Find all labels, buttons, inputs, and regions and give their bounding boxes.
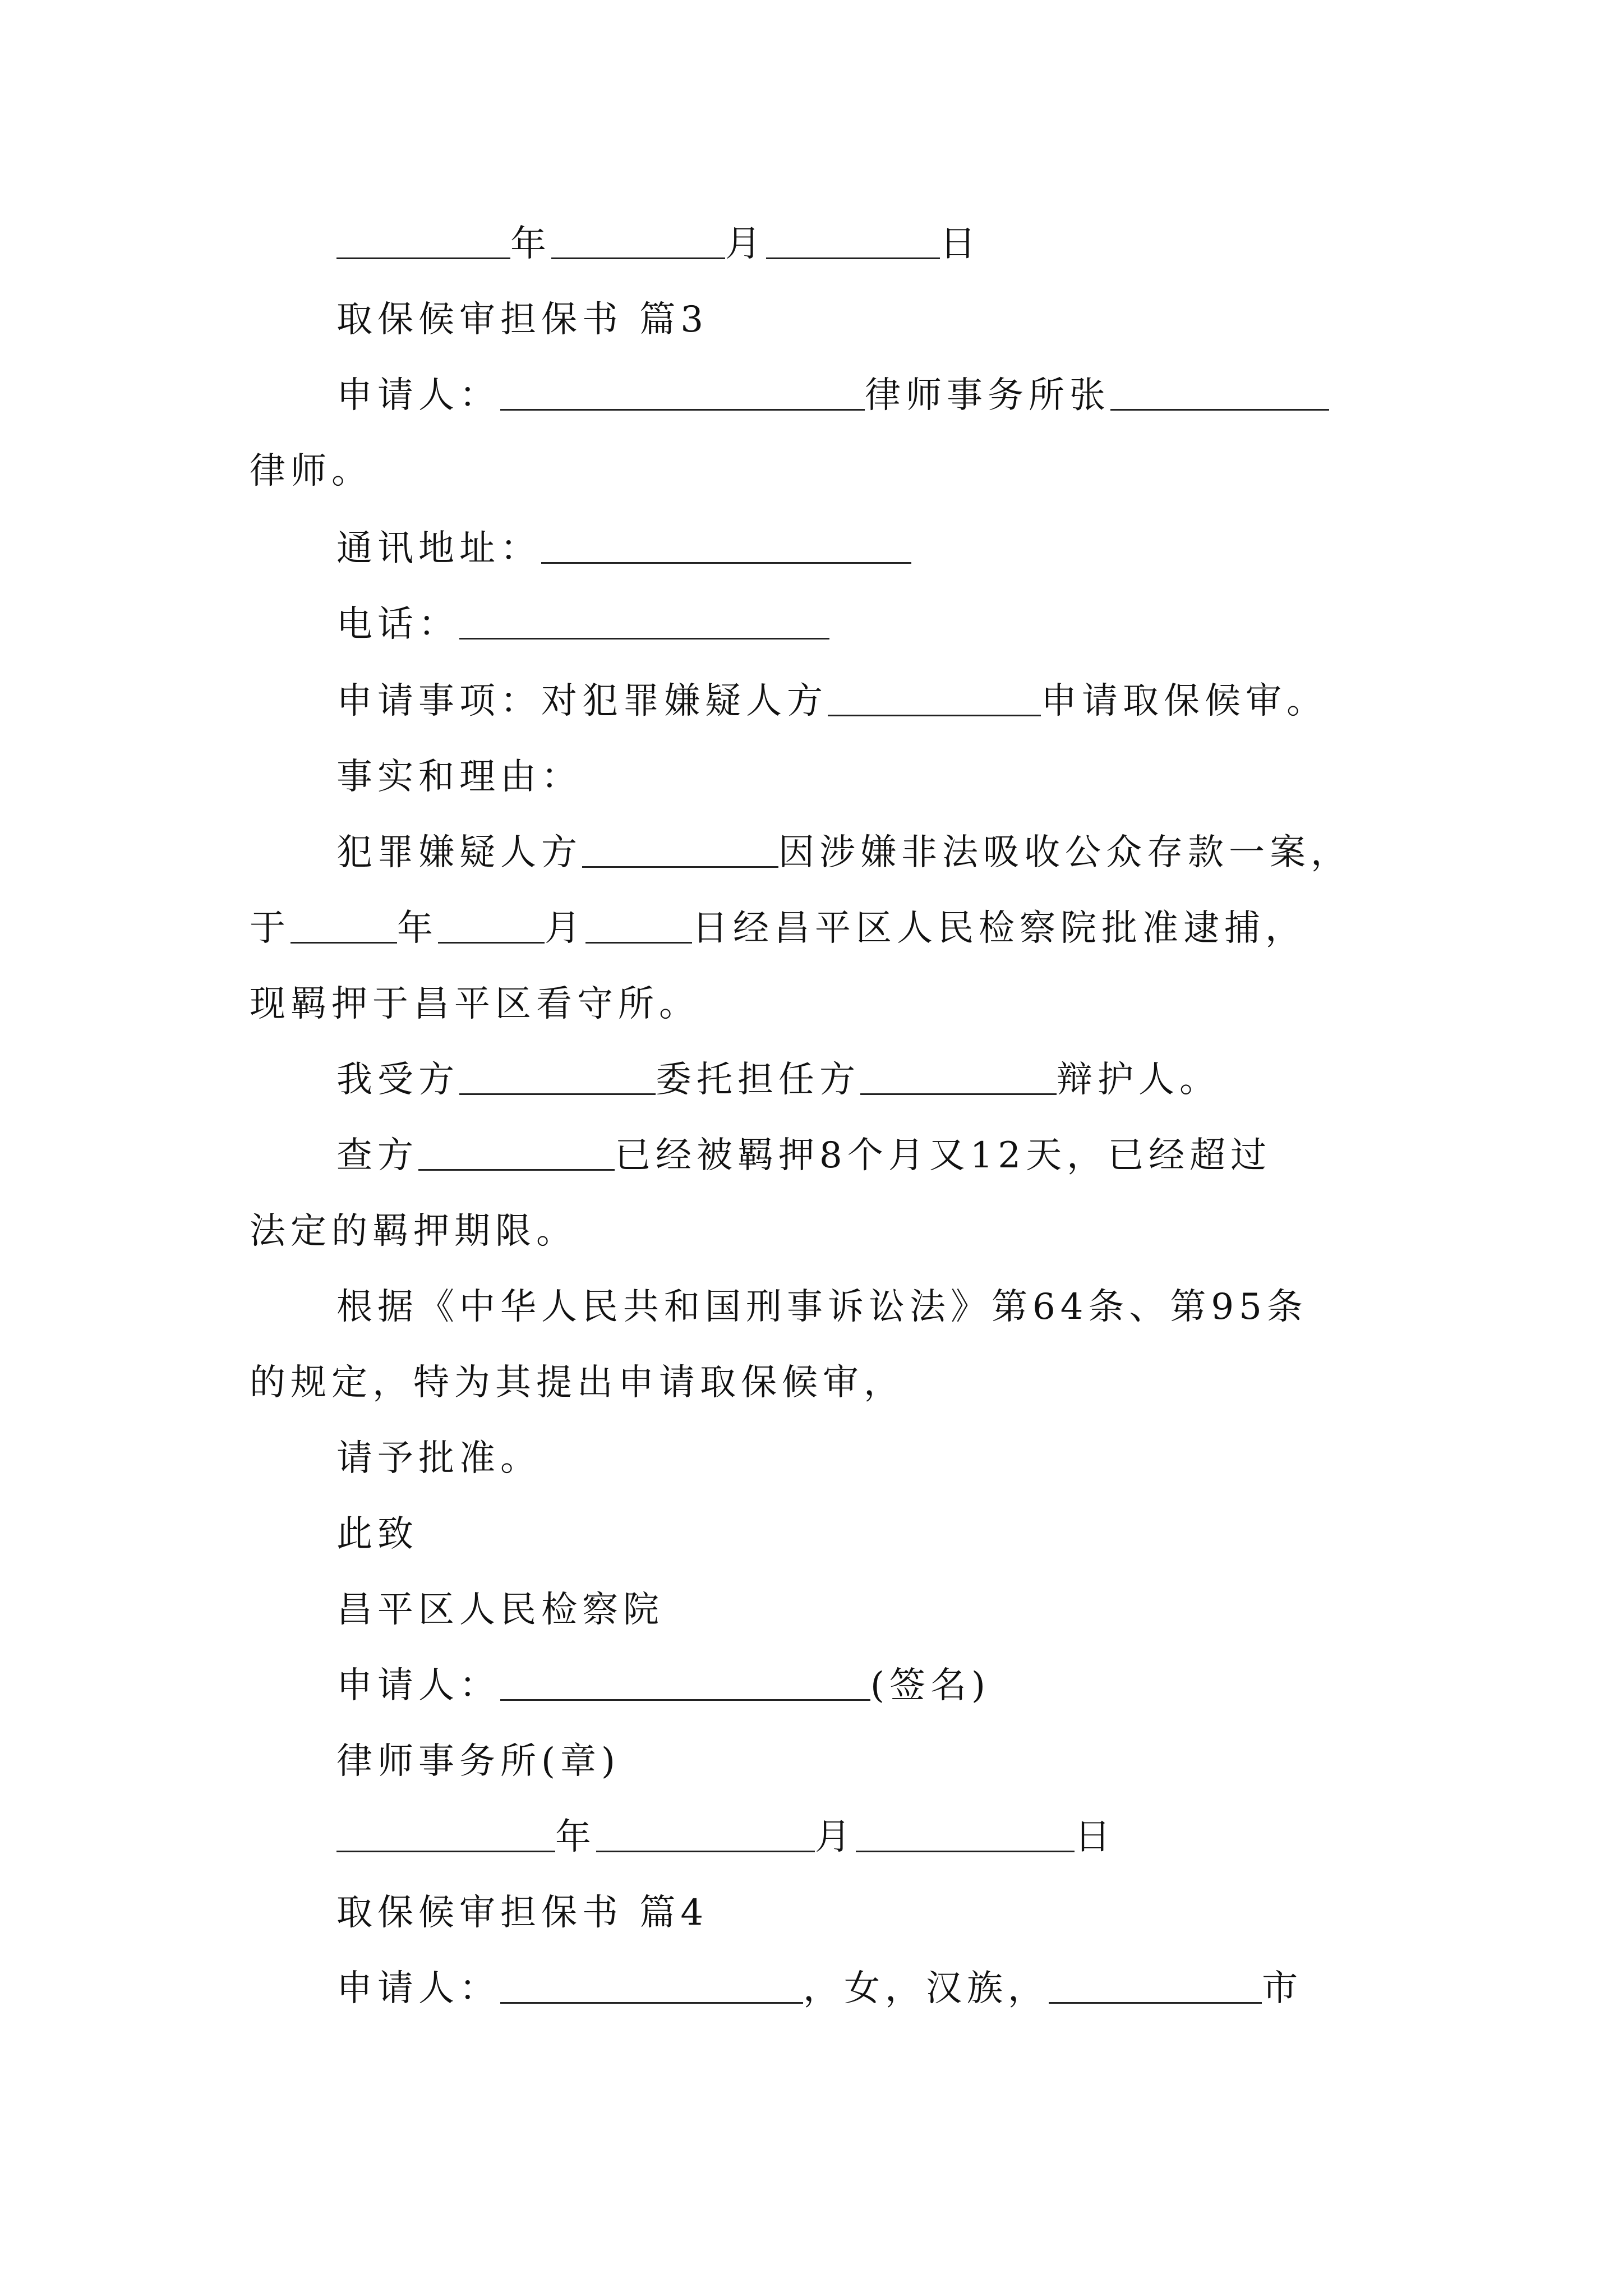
recipient-line: 昌平区人民检察院 [336,1589,664,1631]
approve-line: 请予批准。 [336,1438,541,1479]
facts1-end: 因涉嫌非法吸收公众存款一案， [778,832,1352,873]
blank-name-4 [500,1968,803,2004]
blank-firm [500,375,865,411]
blank-phone [459,604,829,639]
check-line [336,1133,1271,1178]
blank-m [438,908,545,944]
facts2-rest: 日经昌平区人民检察院批准逮捕， [692,908,1306,949]
blank-year-2 [336,1817,555,1852]
facts2-month: 月 [545,908,585,949]
blank-d [585,908,692,944]
applicant4-end: 市 [1262,1968,1303,2009]
facts-line-2 [250,906,1306,951]
law-line: 根据《中华人民共和国刑事诉讼法》第64条、第95条 [336,1286,1308,1328]
address-line [336,526,911,571]
facts2-year: 年 [397,908,438,949]
month-char: 月 [725,223,766,265]
blank-month-2 [596,1817,815,1852]
month-char-2: 月 [815,1816,856,1858]
check-end: 已经被羁押8个月又12天，已经超过 [615,1135,1272,1176]
applicant-line [336,373,1329,418]
blank-day [766,224,940,259]
section-title-3: 取保候审担保书 篇3 [336,299,709,341]
blank-lawyer [1110,375,1329,411]
date-line-bottom [336,1815,1115,1860]
applicant4-mid: ，女，汉族， [803,1968,1049,2009]
facts-line-1 [336,830,1352,875]
entrust-mid: 委托担任方 [656,1059,860,1101]
blank-client [459,1060,656,1095]
applicant4-line [336,1966,1303,2011]
blank-address [541,528,911,564]
blank-signature [500,1665,870,1701]
blank-city-4 [1049,1968,1262,2004]
applicant-label: 申请人： [336,375,500,416]
firm-text: 律师事务所张 [865,375,1110,416]
matter-text: 申请事项：对犯罪嫌疑人方 [336,680,828,722]
date-line-top [336,222,981,266]
law-cont: 的规定，特为其提出申请取保候审， [250,1362,905,1404]
facts2-yu: 于 [250,908,291,949]
blank-month [551,224,725,259]
blank-detained [418,1135,615,1171]
facts1-start: 犯罪嫌疑人方 [336,832,582,873]
section-title-4: 取保候审担保书 篇4 [336,1892,709,1934]
year-char: 年 [510,223,551,265]
entrust-start: 我受方 [336,1059,459,1101]
check-cont: 法定的羁押期限。 [250,1211,577,1252]
signature-line [336,1663,990,1708]
phone-label: 电话： [336,604,459,645]
check-start: 查方 [336,1135,418,1176]
facts-heading: 事实和理由： [336,756,582,798]
blank-y [291,908,397,944]
blank-day-2 [856,1817,1075,1852]
applicant-cont: 律师。 [250,450,372,492]
entrust-end: 辩护人。 [1057,1059,1220,1101]
signature-label: 申请人： [336,1665,500,1706]
blank-suspect-2 [582,832,778,868]
entrust-line [336,1057,1220,1102]
day-char: 日 [940,223,981,265]
facts-line-3: 现羁押于昌平区看守所。 [250,983,700,1025]
signature-note: (签名) [870,1665,990,1706]
blank-suspect [828,681,1041,716]
blank-defendant [860,1060,1057,1095]
address-label: 通讯地址： [336,528,541,569]
firm-seal-line: 律师事务所(章) [336,1741,620,1782]
blank-year [336,224,510,259]
year-char-2: 年 [555,1816,596,1858]
applicant4-label: 申请人： [336,1968,500,2009]
day-char-2: 日 [1075,1816,1115,1858]
matter-end: 申请取保候审。 [1041,680,1327,722]
phone-line [336,602,829,647]
salute-line: 此致 [336,1513,418,1555]
matter-line [336,679,1327,724]
